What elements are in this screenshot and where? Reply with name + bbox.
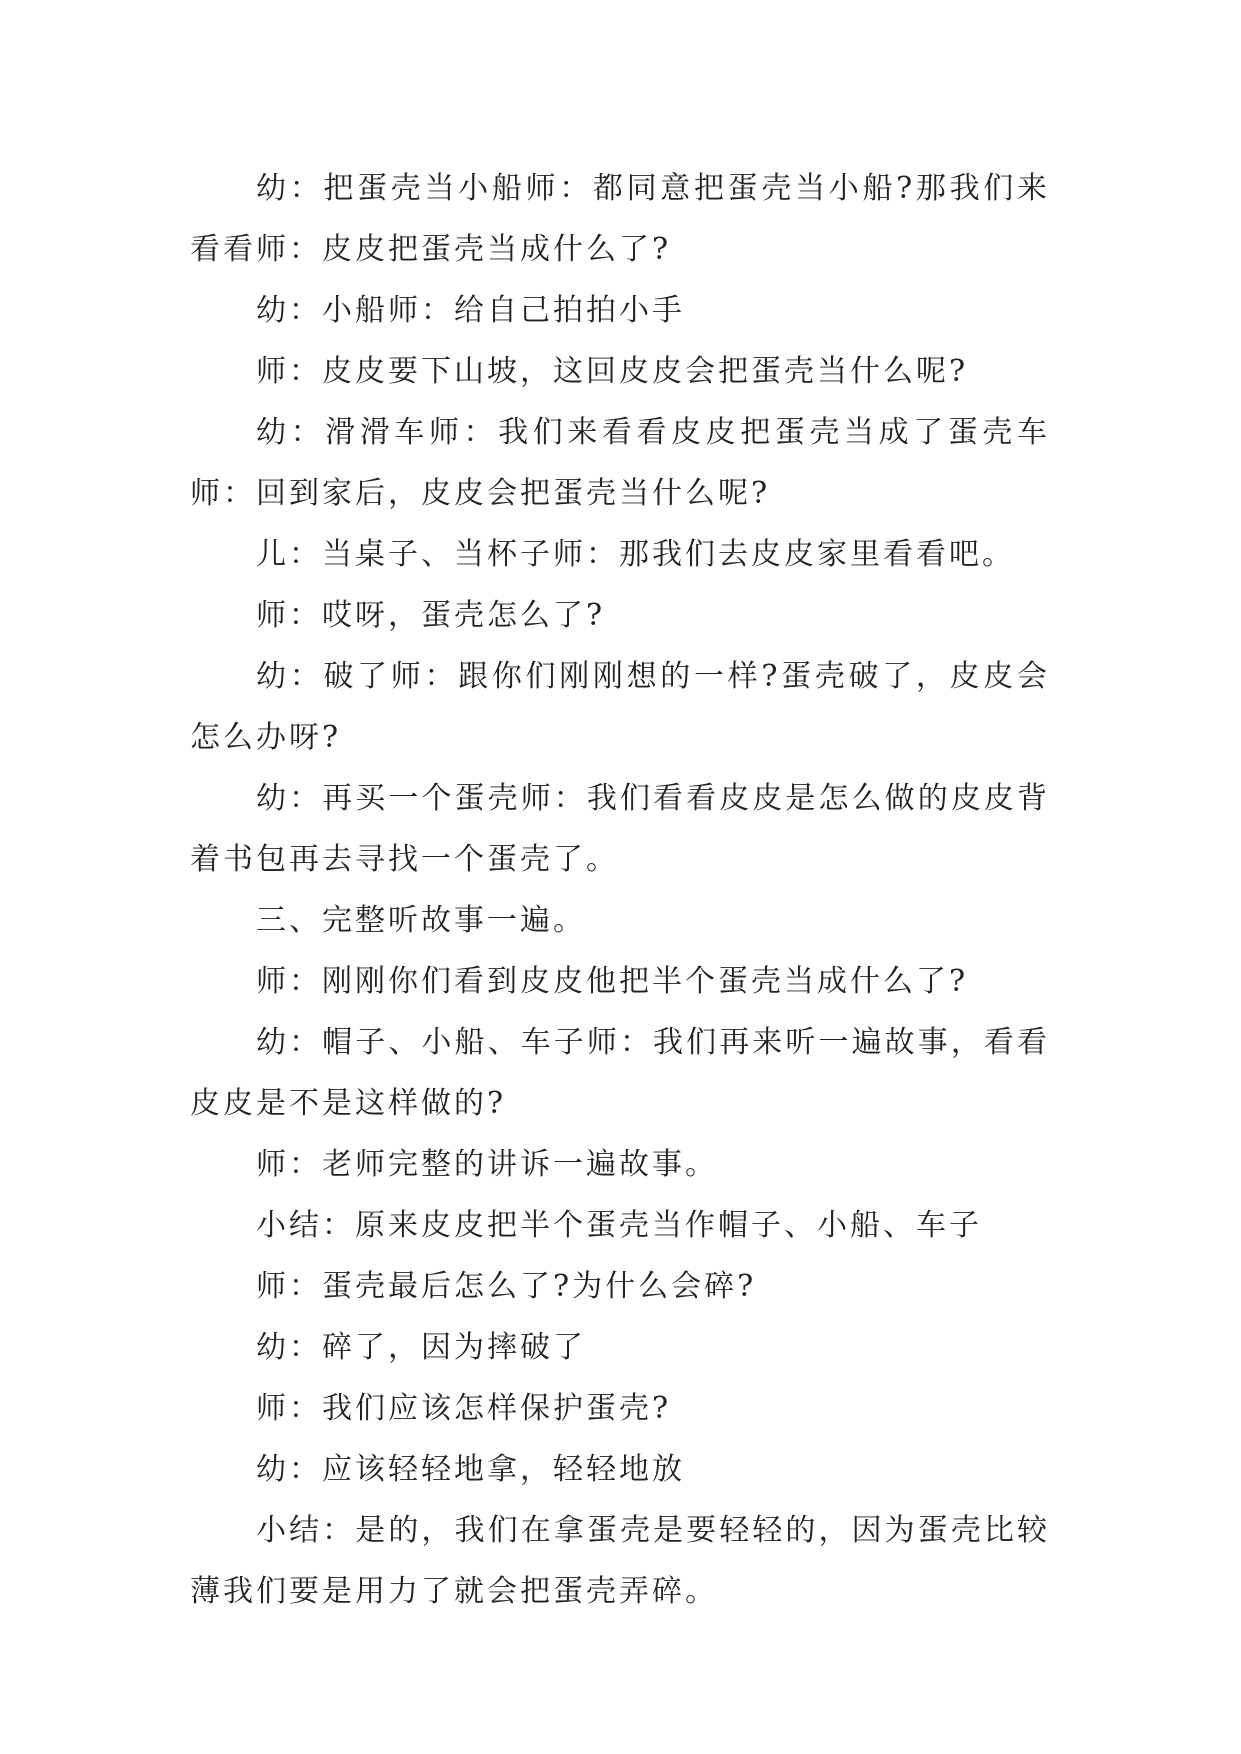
paragraph-11: 幼：帽子、小船、车子师：我们再来听一遍故事，看看皮皮是不是这样做的? [190,1025,1050,1121]
section-heading-3: 三、完整听故事一遍。 [256,903,586,938]
paragraph-7: 幼：破了师：跟你们刚刚想的一样?蛋壳破了，皮皮会怎么办呀? [190,659,1050,755]
paragraph-15: 幼：碎了，因为摔破了 [256,1330,586,1365]
paragraph-5: 儿：当桌子、当杯子师：那我们去皮皮家里看看吧。 [256,537,1015,572]
document-body [190,158,1050,1622]
paragraph-1: 幼：把蛋壳当小船师：都同意把蛋壳当小船?那我们来看看师：皮皮把蛋壳当成什么了? [190,171,1050,267]
paragraph-3: 师：皮皮要下山坡，这回皮皮会把蛋壳当什么呢? [256,354,969,389]
paragraph-12: 师：老师完整的讲诉一遍故事。 [256,1147,718,1182]
paragraph-8: 幼：再买一个蛋壳师：我们看看皮皮是怎么做的皮皮背着书包再去寻找一个蛋壳了。 [190,781,1050,877]
paragraph-17: 幼：应该轻轻地拿，轻轻地放 [256,1452,685,1487]
paragraph-6: 师：哎呀，蛋壳怎么了? [256,598,606,633]
paragraph-16: 师：我们应该怎样保护蛋壳? [256,1391,672,1426]
paragraph-10: 师：刚刚你们看到皮皮他把半个蛋壳当成什么了? [256,964,969,999]
summary-2: 小结：是的，我们在拿蛋壳是要轻轻的，因为蛋壳比较薄我们要是用力了就会把蛋壳弄碎。 [190,1513,1050,1609]
summary-1: 小结：原来皮皮把半个蛋壳当作帽子、小船、车子 [256,1208,982,1243]
paragraph-2: 幼：小船师：给自己拍拍小手 [256,293,685,328]
paragraph-4: 幼：滑滑车师：我们来看看皮皮把蛋壳当成了蛋壳车师：回到家后，皮皮会把蛋壳当什么呢? [190,415,1050,511]
paragraph-14: 师：蛋壳最后怎么了?为什么会碎? [256,1269,757,1304]
